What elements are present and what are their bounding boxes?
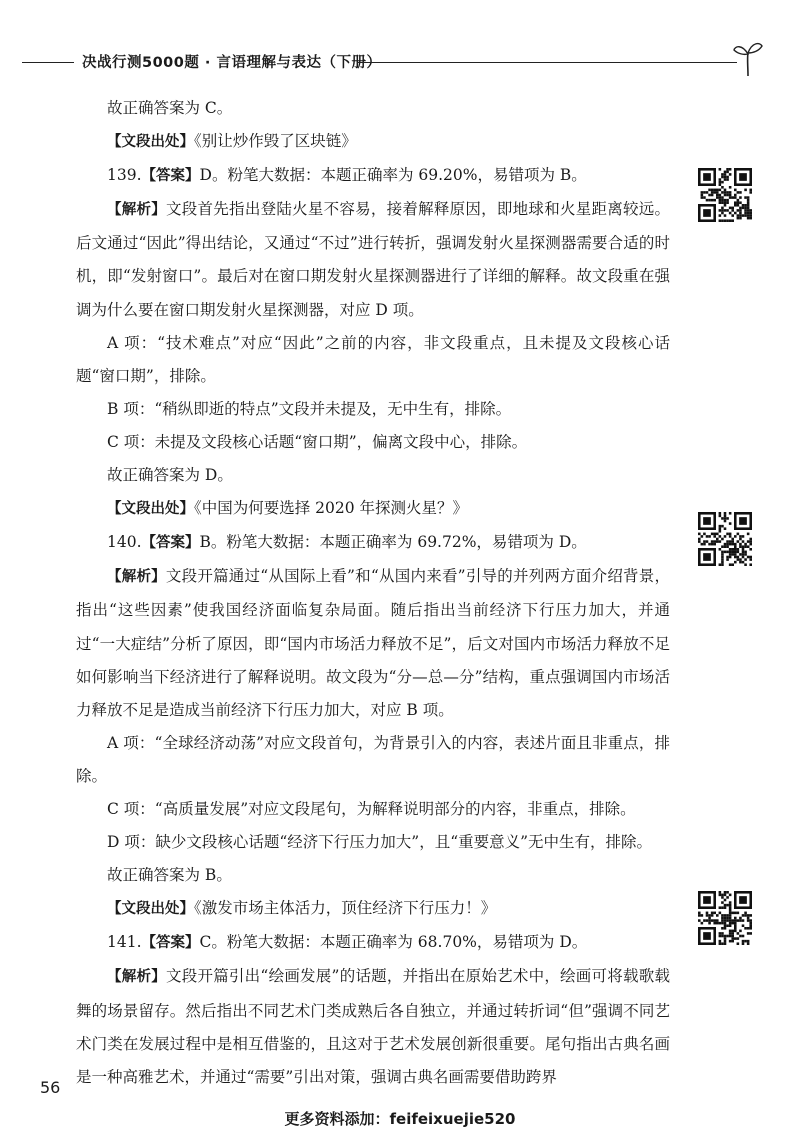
text-run: A 项：“技术难点”对应“因此”之前的内容，非文段重点，且未提及文段核心话题“窗口期”，排除。 (76, 333, 670, 385)
paragraph (76, 960, 670, 1093)
text-run: 故正确答案为 B。 (107, 866, 232, 885)
paragraph (76, 393, 670, 426)
book-title: 决战行测5000题 · 言语理解与表达（下册） (82, 55, 382, 71)
text-run: D 项：缺少文段核心话题“经济下行压力加大”，且“重要意义”无中生有，排除。 (107, 833, 653, 852)
paragraph (76, 793, 670, 826)
section-label: 【答案】 (141, 535, 200, 552)
header-rule-left (22, 62, 74, 63)
section-label: 【解析】 (107, 569, 166, 586)
paragraph (76, 193, 670, 326)
text-run: 139. (107, 166, 142, 185)
text-run: 文段首先指出登陆火星不容易，接着解释原因，即地球和火星距离较远。后文通过“因此”得出结论，又通过“不过”进行转折，强调发射火星探测器需要合适的时机，即“发射窗口”。最后对在窗口期发射火星探测器进行了详细的解释。故文段重在强调为什么要在窗口期发射火星探测器，对应 D 项。 (76, 200, 670, 319)
qr-code-icon (698, 512, 752, 566)
paragraph (76, 125, 670, 159)
paragraph (76, 426, 670, 459)
page-body (76, 92, 670, 1094)
text-run: 140. (107, 533, 142, 552)
text-run: 故正确答案为 D。 (107, 466, 233, 485)
section-label: 【文段出处】 (107, 501, 194, 518)
qr-code-icon (698, 168, 752, 222)
paragraph (76, 327, 670, 393)
section-label: 【解析】 (107, 969, 166, 986)
page-number: 56 (40, 1078, 61, 1097)
qr-code-icon (698, 891, 752, 945)
paragraph (76, 492, 670, 526)
text-run: 《别让炒作毁了区块链》 (194, 132, 357, 151)
text-run: C 项：“高质量发展”对应文段尾句，为解释说明部分的内容，非重点，排除。 (107, 799, 636, 818)
running-header (22, 48, 752, 78)
paragraph (76, 926, 670, 960)
text-run: B 项：“稍纵即逝的特点”文段并未提及，无中生有，排除。 (107, 399, 512, 418)
text-run: 故正确答案为 C。 (107, 99, 233, 117)
section-label: 【文段出处】 (107, 901, 194, 918)
header-rule-right (357, 62, 737, 63)
paragraph (76, 560, 670, 726)
section-label: 【答案】 (141, 168, 200, 185)
section-label: 【答案】 (141, 935, 200, 952)
text-run: 《激发市场主体活力，顶住经济下行压力！》 (194, 899, 497, 918)
footer-note: 更多资料添加：feifeixuejie520 (284, 1110, 516, 1128)
section-label: 【文段出处】 (107, 134, 194, 151)
section-label: 【解析】 (107, 202, 167, 219)
paragraph (76, 92, 670, 125)
text-run: 141. (107, 933, 142, 952)
text-run: B。粉笔大数据：本题正确率为 69.72%，易错项为 D。 (199, 533, 587, 552)
paragraph (76, 859, 670, 892)
text-run: A 项：“全球经济动荡”对应文段首句，为背景引入的内容，表述片面且非重点，排除。 (76, 733, 670, 785)
text-run: 《中国为何要选择 2020 年探测火星？》 (194, 499, 469, 518)
paragraph (76, 826, 670, 859)
text-run: D。粉笔大数据：本题正确率为 69.20%，易错项为 B。 (199, 166, 587, 185)
text-run: 文段开篇引出“绘画发展”的话题，并指出在原始艺术中，绘画可将载歌载舞的场景留存。然后指出不同艺术门类成熟后各自独立，并通过转折词“但”强调不同艺术门类在发展过程中是相互借鉴的，且这对于艺术发展创新很重要。尾句指出古典名画是一种高雅艺术，并通过“需要”引出对策，强调古典名画需要借助跨界 (76, 967, 670, 1086)
paragraph (76, 892, 670, 926)
paragraph (76, 459, 670, 492)
text-run: C。粉笔大数据：本题正确率为 68.70%，易错项为 D。 (199, 933, 588, 952)
text-run: C 项：未提及文段核心话题“窗口期”，偏离文段中心，排除。 (107, 432, 528, 451)
paragraph (76, 526, 670, 560)
text-run: 文段开篇通过“从国际上看”和“从国内来看”引导的并列两方面介绍背景，指出“这些因素”使我国经济面临复杂局面。随后指出当前经济下行压力加大，并通过“一大症结”分析了原因，即“国内市场活力释放不足”，后文对国内市场活力释放不足如何影响当下经济进行了解释说明。故文段为“分—总—分”结构，重点强调国内市场活力释放不足是造成当前经济下行压力加大，对应 B 项。 (76, 567, 671, 719)
paragraph (76, 727, 670, 793)
sprout-icon (732, 38, 764, 78)
paragraph (76, 159, 670, 193)
